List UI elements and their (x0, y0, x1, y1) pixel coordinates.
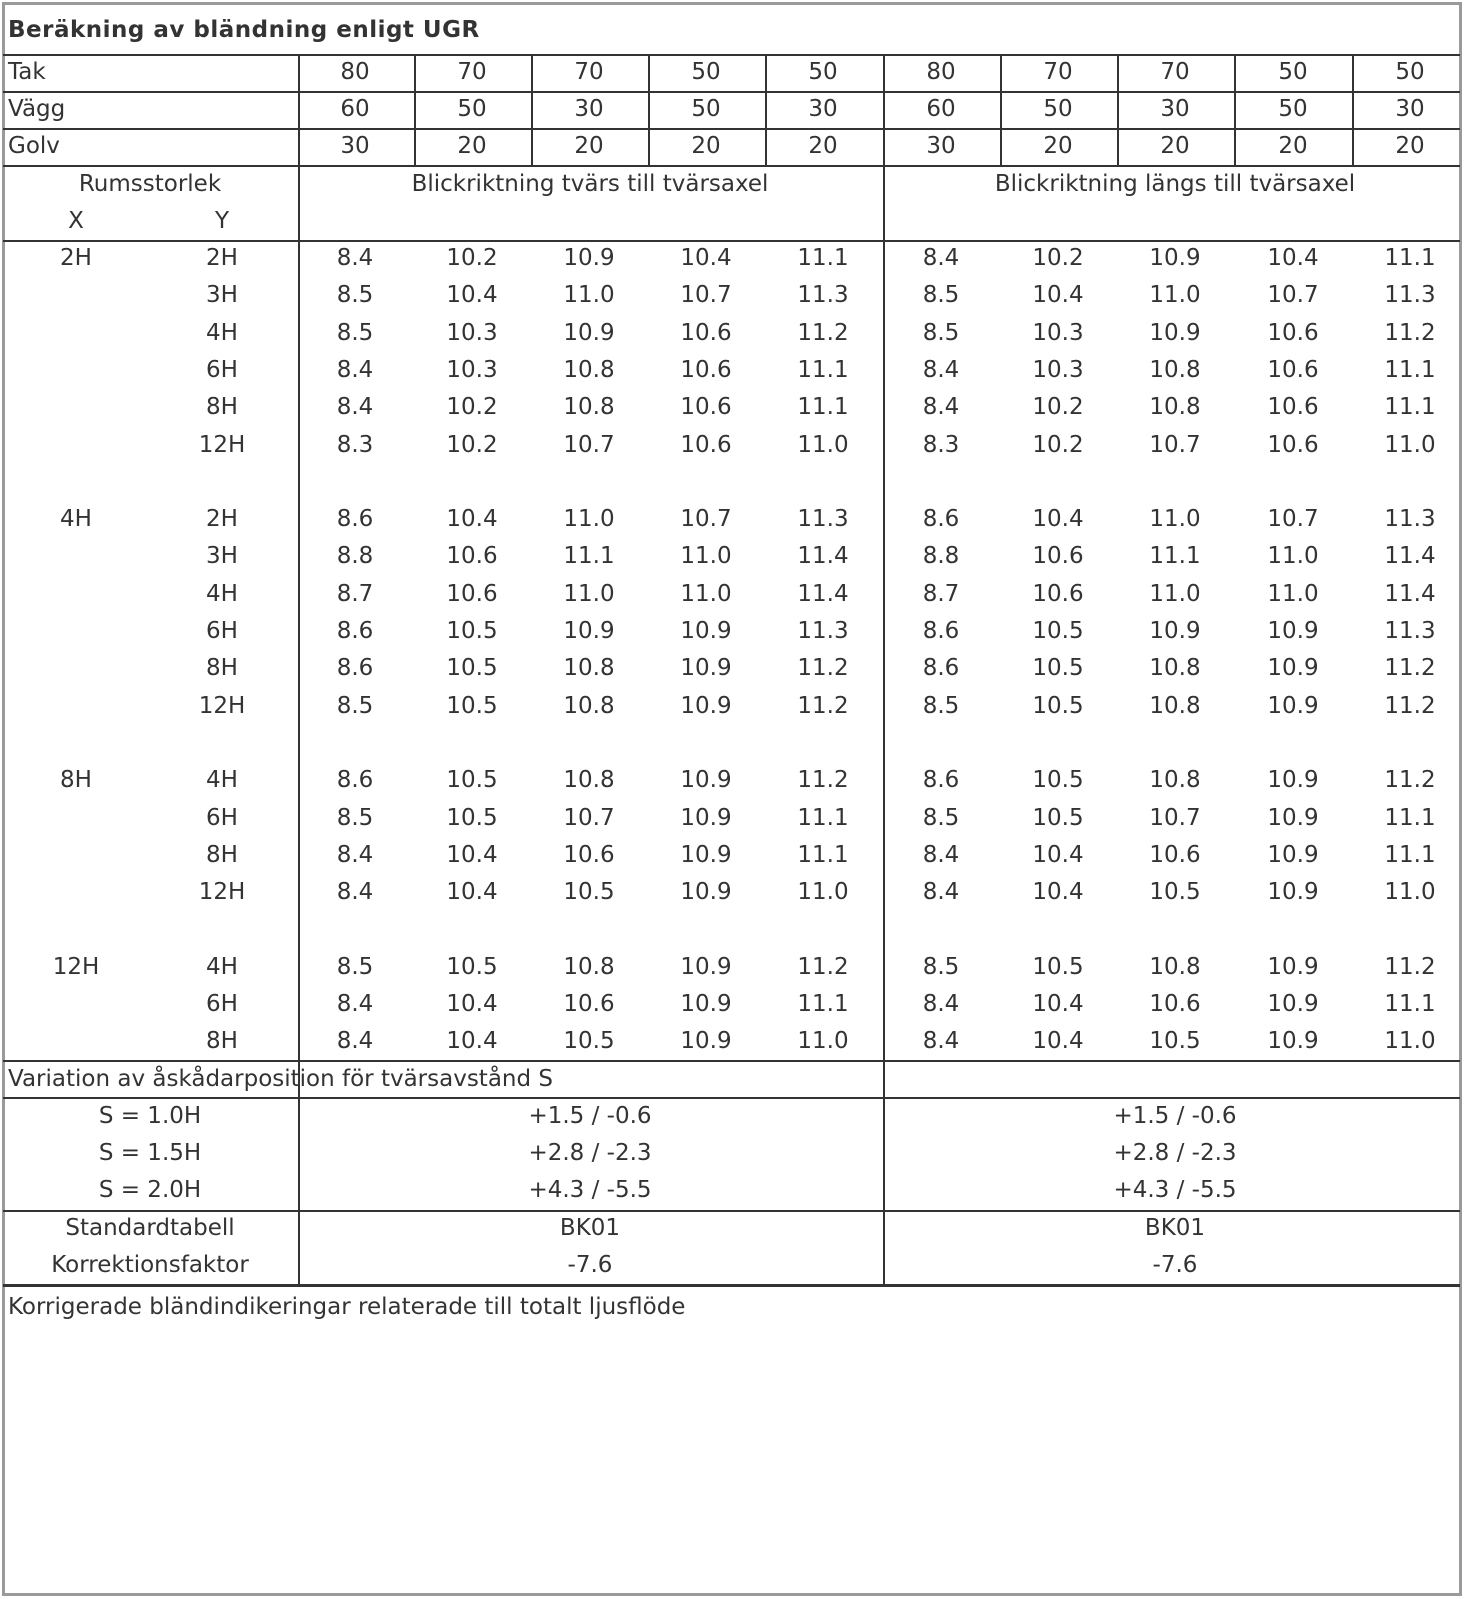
ugr-value: 8.4 (336, 394, 374, 421)
ugr-value: 8.4 (336, 841, 374, 868)
row-divider (3, 1210, 1460, 1212)
row-divider (3, 54, 1460, 56)
room-y-size: 4H (206, 767, 238, 794)
direction-across-header: Blickriktning tvärs till tvärsaxel (411, 171, 769, 197)
ugr-value: 11.1 (797, 804, 849, 831)
ugr-value: 11.1 (1384, 804, 1436, 831)
column-divider (414, 54, 416, 165)
reflectance-value: 20 (1043, 133, 1073, 159)
ugr-value: 8.4 (922, 991, 960, 1017)
ugr-value: 11.2 (797, 655, 849, 682)
correction-factor-across: -7.6 (567, 1252, 613, 1278)
variation-along-value: +4.3 / -5.5 (1113, 1177, 1237, 1203)
ugr-value: 10.8 (563, 655, 615, 682)
ugr-value: 10.9 (1149, 618, 1201, 644)
ugr-value: 10.9 (1267, 655, 1319, 682)
ugr-value: 11.4 (1384, 580, 1436, 607)
column-divider (883, 54, 885, 165)
column-divider (298, 54, 300, 165)
ugr-value: 10.9 (680, 879, 732, 906)
y-axis-label: Y (214, 208, 230, 234)
ugr-value: 11.1 (1384, 245, 1436, 271)
ugr-value: 10.6 (1267, 394, 1319, 421)
ugr-value: 10.4 (1032, 506, 1084, 533)
column-divider (883, 165, 885, 1284)
ugr-value: 11.1 (797, 991, 849, 1017)
variation-along-value: +1.5 / -0.6 (1113, 1103, 1237, 1129)
standard-table-along: BK01 (1144, 1215, 1206, 1241)
ugr-value: 10.5 (1032, 804, 1084, 831)
ugr-value: 10.9 (563, 245, 615, 271)
room-y-size: 12H (198, 692, 246, 719)
ugr-value: 10.9 (1267, 692, 1319, 719)
ugr-value: 8.4 (336, 1028, 374, 1055)
ugr-value: 10.7 (563, 431, 615, 458)
ugr-value: 8.8 (922, 543, 960, 570)
room-y-size: 12H (198, 431, 246, 458)
reflectance-value: 30 (340, 133, 370, 159)
ugr-value: 10.4 (1032, 879, 1084, 906)
reflectance-value: 20 (1160, 133, 1190, 159)
ugr-value: 10.5 (446, 618, 498, 644)
reflectance-value: 70 (457, 59, 487, 85)
ugr-value: 10.8 (1149, 767, 1201, 794)
ugr-value: 10.8 (1149, 953, 1201, 980)
ugr-value: 11.0 (1149, 282, 1201, 309)
ugr-value: 11.2 (797, 692, 849, 719)
ugr-value: 10.7 (1267, 282, 1319, 309)
row-divider (3, 1060, 1460, 1062)
ugr-value: 10.6 (1267, 356, 1319, 383)
ugr-value: 10.3 (1032, 356, 1084, 383)
reflectance-value: 30 (1160, 96, 1190, 122)
ugr-value: 10.6 (563, 991, 615, 1017)
ugr-value: 11.3 (797, 618, 849, 644)
reflectance-row-label: Tak (8, 59, 46, 85)
ugr-value: 10.8 (563, 692, 615, 719)
ugr-value: 11.4 (797, 543, 849, 570)
ugr-value: 8.7 (336, 580, 374, 607)
ugr-value: 11.2 (1384, 767, 1436, 794)
ugr-value: 11.4 (1384, 543, 1436, 570)
reflectance-value: 30 (926, 133, 956, 159)
ugr-value: 8.4 (922, 356, 960, 383)
ugr-value: 10.7 (680, 506, 732, 533)
variation-title: Variation av åskådarposition för tvärsavstånd S (8, 1066, 554, 1092)
ugr-value: 10.9 (680, 1028, 732, 1055)
ugr-value: 8.6 (336, 618, 374, 644)
ugr-value: 10.3 (446, 356, 498, 383)
variation-across-value: +4.3 / -5.5 (528, 1177, 652, 1203)
variation-across-value: +1.5 / -0.6 (528, 1103, 652, 1129)
room-x-size: 2H (60, 245, 92, 271)
ugr-value: 10.2 (1032, 245, 1084, 271)
ugr-value: 11.2 (1384, 319, 1436, 346)
ugr-value: 10.5 (1032, 953, 1084, 980)
ugr-value: 8.3 (336, 431, 374, 458)
reflectance-value: 50 (1278, 59, 1308, 85)
reflectance-value: 70 (574, 59, 604, 85)
ugr-value: 10.4 (446, 991, 498, 1017)
ugr-value: 10.9 (1267, 767, 1319, 794)
ugr-value: 10.5 (1032, 692, 1084, 719)
ugr-value: 11.2 (1384, 692, 1436, 719)
reflectance-value: 50 (1043, 96, 1073, 122)
ugr-value: 10.7 (563, 804, 615, 831)
ugr-value: 10.5 (563, 879, 615, 906)
ugr-value: 10.8 (1149, 394, 1201, 421)
reflectance-value: 20 (1395, 133, 1425, 159)
ugr-value: 11.0 (797, 879, 849, 906)
ugr-value: 8.5 (336, 692, 374, 719)
room-y-size: 8H (206, 394, 238, 421)
row-divider (3, 128, 1460, 130)
ugr-value: 10.9 (1267, 953, 1319, 980)
ugr-value: 10.9 (680, 618, 732, 644)
ugr-value: 10.6 (680, 431, 732, 458)
variation-across-value: +2.8 / -2.3 (528, 1140, 652, 1166)
room-y-size: 6H (206, 804, 238, 831)
ugr-value: 8.4 (922, 245, 960, 271)
reflectance-value: 60 (340, 96, 370, 122)
ugr-value: 10.9 (563, 319, 615, 346)
ugr-value: 10.4 (1032, 991, 1084, 1017)
ugr-value: 10.5 (446, 767, 498, 794)
ugr-value: 11.1 (797, 841, 849, 868)
reflectance-value: 80 (926, 59, 956, 85)
ugr-value: 10.7 (680, 282, 732, 309)
ugr-value: 11.0 (1384, 879, 1436, 906)
ugr-value: 10.9 (680, 692, 732, 719)
variation-label: S = 2.0H (98, 1177, 202, 1203)
ugr-value: 10.6 (446, 580, 498, 607)
ugr-value: 10.3 (1032, 319, 1084, 346)
ugr-value: 10.5 (446, 692, 498, 719)
ugr-value: 8.4 (336, 879, 374, 906)
ugr-value: 11.0 (563, 282, 615, 309)
ugr-value: 10.5 (446, 804, 498, 831)
footer-note: Korrigerade bländindikeringar relaterade till totalt ljusflöde (8, 1294, 686, 1320)
ugr-value: 10.2 (1032, 431, 1084, 458)
ugr-value: 11.0 (563, 506, 615, 533)
ugr-value: 10.6 (563, 841, 615, 868)
ugr-value: 10.2 (446, 394, 498, 421)
ugr-value: 11.4 (797, 580, 849, 607)
ugr-value: 11.0 (797, 431, 849, 458)
ugr-value: 11.0 (1149, 506, 1201, 533)
ugr-value: 11.2 (797, 319, 849, 346)
ugr-value: 10.4 (446, 1028, 498, 1055)
room-y-size: 3H (206, 282, 238, 309)
ugr-value: 10.6 (680, 394, 732, 421)
ugr-value: 11.1 (1384, 841, 1436, 868)
reflectance-value: 50 (1278, 96, 1308, 122)
reflectance-value: 50 (457, 96, 487, 122)
room-y-size: 3H (206, 543, 238, 570)
ugr-value: 8.5 (336, 804, 374, 831)
ugr-value: 8.8 (336, 543, 374, 570)
ugr-value: 10.6 (680, 319, 732, 346)
column-divider (1000, 54, 1002, 165)
reflectance-value: 20 (574, 133, 604, 159)
ugr-value: 11.0 (680, 580, 732, 607)
ugr-value: 11.1 (797, 394, 849, 421)
room-y-size: 12H (198, 879, 246, 906)
ugr-value: 11.3 (1384, 618, 1436, 644)
ugr-value: 10.4 (446, 282, 498, 309)
ugr-value: 11.1 (1149, 543, 1201, 570)
variation-label: S = 1.0H (98, 1103, 202, 1129)
ugr-value: 11.0 (1267, 543, 1319, 570)
variation-label: S = 1.5H (98, 1140, 202, 1166)
ugr-value: 11.0 (1267, 580, 1319, 607)
ugr-value: 8.5 (336, 282, 374, 309)
ugr-value: 8.5 (336, 319, 374, 346)
room-size-label: Rumsstorlek (78, 171, 222, 197)
ugr-value: 11.0 (1149, 580, 1201, 607)
room-y-size: 8H (206, 841, 238, 868)
ugr-value: 10.9 (1267, 841, 1319, 868)
ugr-value: 10.8 (563, 953, 615, 980)
ugr-value: 10.6 (1032, 580, 1084, 607)
ugr-value: 10.9 (1267, 804, 1319, 831)
ugr-value: 11.3 (1384, 506, 1436, 533)
section-divider (3, 1284, 1460, 1287)
ugr-value: 10.9 (680, 804, 732, 831)
ugr-value: 11.3 (797, 506, 849, 533)
ugr-value: 10.8 (563, 767, 615, 794)
ugr-value: 8.6 (336, 506, 374, 533)
ugr-value: 8.4 (922, 394, 960, 421)
ugr-value: 10.9 (1267, 879, 1319, 906)
ugr-value: 10.9 (680, 841, 732, 868)
ugr-value: 8.5 (922, 692, 960, 719)
row-divider (3, 91, 1460, 93)
ugr-value: 11.0 (797, 1028, 849, 1055)
ugr-value: 8.4 (336, 245, 374, 271)
reflectance-row-label: Golv (8, 133, 60, 159)
ugr-value: 10.8 (1149, 692, 1201, 719)
ugr-value: 8.4 (922, 1028, 960, 1055)
reflectance-value: 20 (457, 133, 487, 159)
ugr-value: 10.6 (446, 543, 498, 570)
ugr-value: 10.5 (563, 1028, 615, 1055)
reflectance-value: 50 (691, 59, 721, 85)
column-divider (1117, 54, 1119, 165)
column-divider (1234, 54, 1236, 165)
room-y-size: 6H (206, 991, 238, 1017)
ugr-value: 10.4 (1032, 1028, 1084, 1055)
column-divider (765, 54, 767, 165)
ugr-value: 10.9 (680, 655, 732, 682)
column-divider (531, 54, 533, 165)
ugr-value: 11.3 (1384, 282, 1436, 309)
ugr-value: 8.5 (922, 282, 960, 309)
ugr-value: 10.4 (446, 841, 498, 868)
standard-table-label: Standardtabell (65, 1215, 235, 1241)
ugr-value: 8.4 (336, 991, 374, 1017)
ugr-value: 10.5 (1149, 1028, 1201, 1055)
ugr-value: 10.7 (1149, 804, 1201, 831)
ugr-value: 11.2 (797, 953, 849, 980)
ugr-value: 11.1 (1384, 991, 1436, 1017)
ugr-value: 8.4 (922, 879, 960, 906)
room-y-size: 2H (206, 245, 238, 271)
ugr-value: 11.2 (1384, 655, 1436, 682)
ugr-value: 10.9 (1149, 319, 1201, 346)
ugr-value: 10.2 (446, 431, 498, 458)
ugr-value: 10.9 (1267, 991, 1319, 1017)
column-divider (648, 54, 650, 165)
ugr-value: 11.1 (1384, 356, 1436, 383)
ugr-value: 8.6 (922, 506, 960, 533)
ugr-value: 8.6 (336, 655, 374, 682)
ugr-value: 11.0 (1384, 431, 1436, 458)
ugr-value: 8.6 (336, 767, 374, 794)
ugr-value: 10.8 (563, 356, 615, 383)
reflectance-value: 30 (1395, 96, 1425, 122)
ugr-value: 8.4 (922, 841, 960, 868)
reflectance-value: 30 (574, 96, 604, 122)
reflectance-value: 50 (691, 96, 721, 122)
ugr-value: 10.7 (1149, 431, 1201, 458)
ugr-value: 10.9 (680, 991, 732, 1017)
ugr-value: 11.1 (563, 543, 615, 570)
ugr-value: 10.2 (1032, 394, 1084, 421)
ugr-value: 10.4 (1032, 282, 1084, 309)
ugr-value: 10.9 (1149, 245, 1201, 271)
room-y-size: 8H (206, 1028, 238, 1055)
ugr-value: 10.6 (1032, 543, 1084, 570)
room-y-size: 6H (206, 356, 238, 383)
reflectance-value: 80 (340, 59, 370, 85)
reflectance-value: 20 (1278, 133, 1308, 159)
room-y-size: 4H (206, 319, 238, 346)
ugr-value: 10.6 (680, 356, 732, 383)
ugr-value: 8.5 (922, 953, 960, 980)
ugr-value: 11.1 (797, 245, 849, 271)
ugr-value: 11.1 (1384, 394, 1436, 421)
ugr-value: 11.3 (797, 282, 849, 309)
ugr-value: 8.5 (922, 804, 960, 831)
column-divider (1352, 54, 1354, 165)
ugr-value: 11.2 (797, 767, 849, 794)
ugr-value: 10.8 (1149, 655, 1201, 682)
ugr-value: 10.5 (1032, 767, 1084, 794)
ugr-value: 10.6 (1149, 991, 1201, 1017)
reflectance-value: 70 (1160, 59, 1190, 85)
row-divider (3, 1097, 1460, 1099)
room-y-size: 8H (206, 655, 238, 682)
ugr-value: 11.2 (1384, 953, 1436, 980)
ugr-value: 10.4 (446, 506, 498, 533)
ugr-value: 11.1 (797, 356, 849, 383)
room-x-size: 8H (60, 767, 92, 794)
ugr-value: 11.0 (563, 580, 615, 607)
ugr-value: 10.6 (1267, 431, 1319, 458)
ugr-value: 10.2 (446, 245, 498, 271)
ugr-value: 10.5 (1032, 618, 1084, 644)
reflectance-value: 50 (808, 59, 838, 85)
ugr-value: 8.6 (922, 655, 960, 682)
page-title: Beräkning av bländning enligt UGR (8, 17, 480, 43)
reflectance-value: 50 (1395, 59, 1425, 85)
room-y-size: 4H (206, 953, 238, 980)
reflectance-value: 20 (691, 133, 721, 159)
ugr-value: 10.4 (680, 245, 732, 271)
ugr-value: 8.6 (922, 618, 960, 644)
ugr-value: 10.4 (446, 879, 498, 906)
ugr-value: 10.4 (1032, 841, 1084, 868)
reflectance-value: 70 (1043, 59, 1073, 85)
ugr-value: 8.5 (922, 319, 960, 346)
ugr-value: 10.5 (1032, 655, 1084, 682)
reflectance-value: 30 (808, 96, 838, 122)
ugr-value: 10.9 (680, 953, 732, 980)
room-y-size: 4H (206, 580, 238, 607)
ugr-value: 10.9 (680, 767, 732, 794)
ugr-value: 10.7 (1267, 506, 1319, 533)
row-divider (3, 240, 1460, 242)
reflectance-row-label: Vägg (8, 96, 66, 122)
ugr-value: 10.3 (446, 319, 498, 346)
row-divider (3, 165, 1460, 167)
direction-along-header: Blickriktning längs till tvärsaxel (994, 171, 1356, 197)
room-x-size: 12H (52, 953, 100, 980)
room-y-size: 2H (206, 506, 238, 533)
ugr-value: 10.6 (1267, 319, 1319, 346)
ugr-value: 10.9 (1267, 618, 1319, 644)
correction-factor-label: Korrektionsfaktor (51, 1252, 249, 1278)
ugr-value: 8.5 (336, 953, 374, 980)
room-y-size: 6H (206, 618, 238, 644)
ugr-value: 10.8 (563, 394, 615, 421)
reflectance-value: 60 (926, 96, 956, 122)
correction-factor-along: -7.6 (1152, 1252, 1198, 1278)
ugr-value: 8.7 (922, 580, 960, 607)
variation-along-value: +2.8 / -2.3 (1113, 1140, 1237, 1166)
ugr-value: 10.5 (446, 953, 498, 980)
ugr-value: 10.8 (1149, 356, 1201, 383)
reflectance-value: 20 (808, 133, 838, 159)
ugr-value: 11.0 (680, 543, 732, 570)
ugr-value: 10.5 (1149, 879, 1201, 906)
standard-table-across: BK01 (559, 1215, 621, 1241)
ugr-value: 8.4 (336, 356, 374, 383)
ugr-value: 8.3 (922, 431, 960, 458)
ugr-value: 10.9 (563, 618, 615, 644)
room-x-size: 4H (60, 506, 92, 533)
column-divider (298, 165, 300, 1284)
ugr-value: 10.6 (1149, 841, 1201, 868)
ugr-value: 8.6 (922, 767, 960, 794)
ugr-value: 10.5 (446, 655, 498, 682)
ugr-value: 10.4 (1267, 245, 1319, 271)
ugr-value: 10.9 (1267, 1028, 1319, 1055)
ugr-value: 11.0 (1384, 1028, 1436, 1055)
x-axis-label: X (68, 208, 84, 234)
